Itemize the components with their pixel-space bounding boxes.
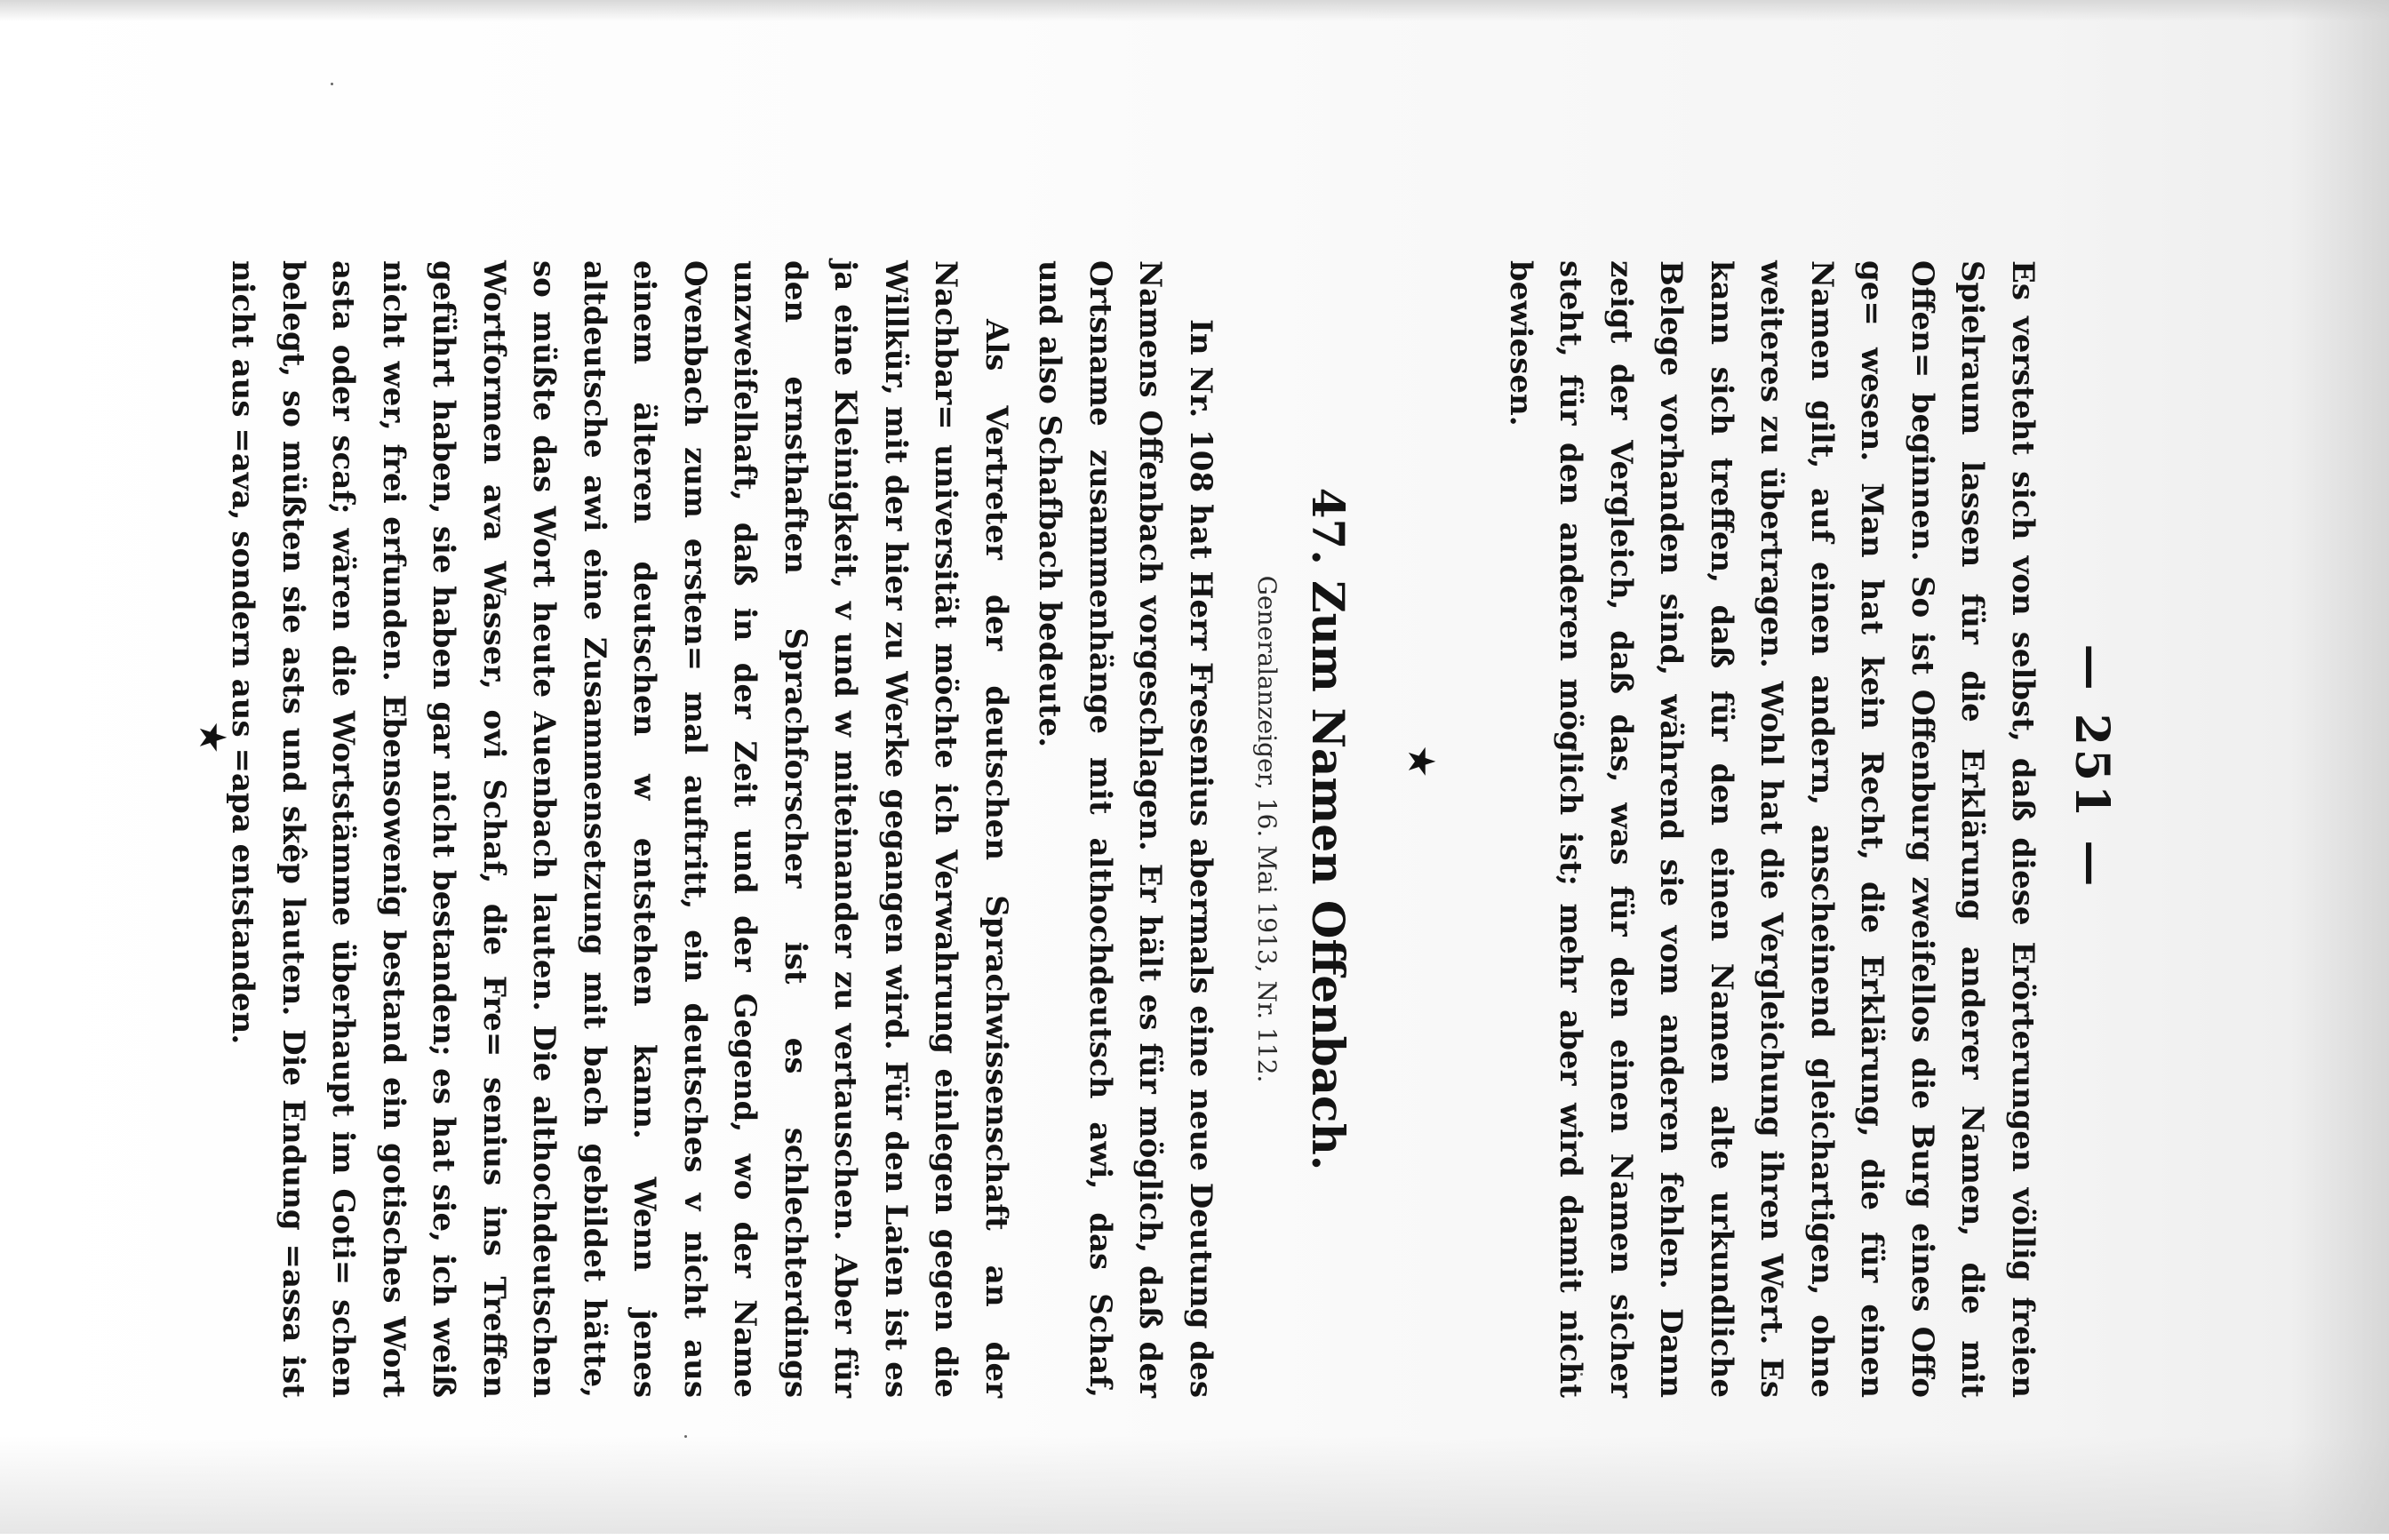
section-source-citation: Generalanzeiger, 16. Mai 1913, Nr. 112. [1252,575,1282,1083]
section-heading: 47. Zum Namen Offenbach. [1302,487,1354,1171]
paragraph-fresenius: In Nr. 108 hat Herr Fresenius abermals eine neue Deutung des Namens Offenbach vorgeschlagen. Er hält es für möglich, daß der Ortsname zusammenhänge mit althochdeutsch awi, das Schaf, und also Schafbach bedeute. [1032,260,1218,1398]
paragraph-rebuttal: Als Vertreter der deutschen Sprachwissenschaft an der Nachbar= universität möchte ich Verwahrung einlegen gegen die Willkür, mit der hier zu Werke gegangen wird. Für den Laien ist es ja eine Kleinigkeit, v und w miteinander zu vertauschen. Aber für den ernsthaften Sprachforscher ist es schlechterdings unzweifelhaft, daß in der Zeit und der Gegend, wo der Name Ovenbach zum ersten= mal auftritt, ein deutsches v nicht aus einem älteren deutschen w entstehen kann. Wenn jenes altdeutsche awi eine Zusammensetzung mit bach gebildet hätte, so müßte das Wort heute Auenbach lauten. Die althochdeutschen Wortformen ava Wasser, ovi Schaf, die Fre= senius ins Treffen geführt haben, sie haben gar nicht bestanden; es hat sie, ich weiß nicht wer, frei erfunden. Ebensowenig bestand ein gotisches Wort asta oder scaf; wären die Wortstämme überhaupt im Goti= schen belegt, so müßten sie asts und skêp lauten. Die Endung =assa ist nicht aus =ava, sondern aus =apa entstanden. [225,260,1014,1398]
paragraph-offenburg: Es versteht sich von selbst, daß diese Erörterungen völlig freien Spielraum lassen für die Erklärung anderer Namen, die mit Offen= beginnen. So ist Offenburg zweifellos die Burg eines Offo ge= wesen. Man hat kein Recht, die Erklärung, die für einen Namen gilt, auf einen andern, anscheinend gleichartigen, ohne weiteres zu übertragen. Wohl hat die Vergleichung ihren Wert. Es kann sich treffen, daß für den einen Namen alte urkundliche Belege vorhanden sind, während sie vom anderen fehlen. Dann zeigt der Vergleich, daß das, was für den einen Namen sicher steht, für den anderen möglich ist; mehr aber wird damit nicht bewiesen. [1503,260,2041,1398]
page-number: — 251 — [2065,643,2119,890]
star-separator-icon: ★ [1400,745,1443,778]
star-separator-icon: ★ [191,721,235,754]
rotated-page [21,0,2368,1540]
